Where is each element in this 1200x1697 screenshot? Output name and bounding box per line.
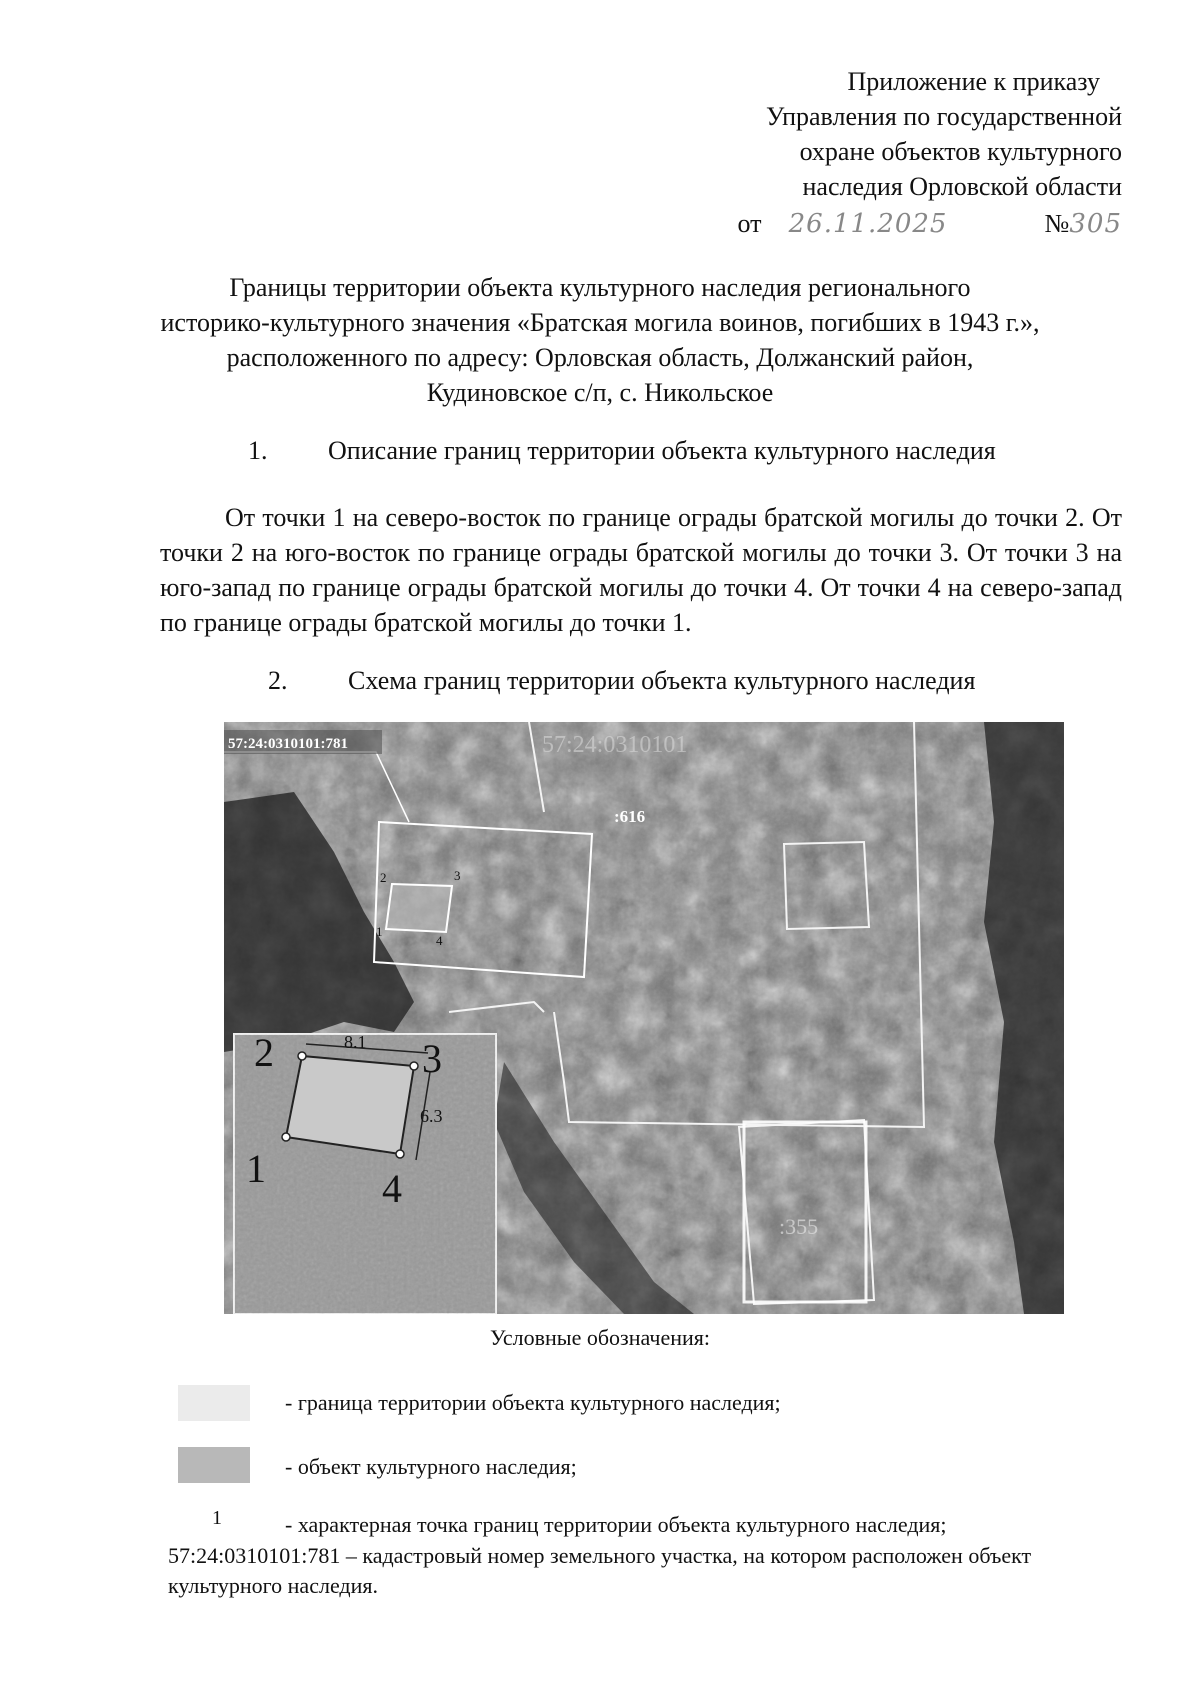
object-boundary-small — [386, 884, 452, 932]
inset-point-3: 3 — [422, 1036, 442, 1081]
parcel-355-label: :355 — [779, 1214, 819, 1239]
object-boundary-enlarged — [286, 1056, 414, 1154]
title-line-4: Кудиновское с/п, с. Никольское — [426, 378, 774, 407]
quarter-number-label: 57:24:0310101 — [542, 732, 688, 758]
legend-object-text: - объект культурного наследия; — [285, 1454, 577, 1479]
parcel-616-label: :616 — [614, 807, 646, 826]
title-line-3: расположенного по адресу: Орловская область, Должанский район, — [226, 343, 974, 372]
inset-point-4: 4 — [382, 1166, 402, 1211]
legend-point-text: - характерная точка границ территории объекта культурного наследия; — [285, 1512, 947, 1537]
small-point-2: 2 — [380, 870, 387, 885]
legend-object-swatch — [178, 1447, 250, 1483]
inset-point-2: 2 — [254, 1030, 274, 1075]
boundary-scheme-map — [224, 722, 1064, 1314]
small-point-3: 3 — [454, 868, 461, 883]
section-1-heading — [248, 433, 996, 468]
header-line-1: Приложение к приказу — [847, 67, 1100, 96]
section-2-title: Схема границ территории объекта культурного наследия — [348, 666, 976, 695]
header-date-line — [738, 206, 1122, 242]
cadastral-number-label: 57:24:0310101:781 — [228, 736, 348, 752]
section-1-number: 1. — [248, 436, 268, 465]
header-line-4: наследия Орловской области — [802, 172, 1122, 201]
section-2-number: 2. — [268, 666, 288, 695]
title-line-1: Границы территории объекта культурного наследия регионального — [229, 273, 971, 302]
inset-dimension-top: 8.1 — [344, 1032, 367, 1052]
boundary-description: От точки 1 на северо-восток по границе ограды братской могилы до точки 2. От точки 2 на юго-восток по границе ограды братской могилы до точки 3. От точки 3 на юго-запад по границе ограды братской могилы до точки 4. От точки 4 на северо-запад по границе ограды братской могилы до точки 1. — [160, 503, 1122, 637]
legend-cadastral-text: 57:24:0310101:781 – кадастровый номер земельного участка, на котором расположен объект культурного наследия. — [168, 1543, 1032, 1598]
legend-caption: Условные обозначения: — [489, 1325, 711, 1350]
legend-boundary-swatch — [178, 1385, 250, 1421]
inset-dimension-right: 6.3 — [420, 1106, 443, 1126]
title-line-2: историко-культурного значения «Братская могила воинов, погибших в 1943 г.», — [160, 308, 1040, 337]
header-line-3: охране объектов культурного — [799, 137, 1122, 166]
legend-point-symbol: 1 — [212, 1507, 222, 1529]
from-label: от — [737, 209, 762, 238]
section-1-title: Описание границ территории объекта культурного наследия — [328, 436, 996, 465]
section-2-heading — [268, 663, 975, 698]
header-line-2: Управления по государственной — [765, 102, 1122, 131]
handwritten-number: 305 — [1069, 209, 1122, 239]
small-point-1: 1 — [376, 924, 383, 939]
small-point-4: 4 — [436, 933, 443, 948]
document-title — [0, 270, 1200, 410]
legend-boundary-text: - граница территории объекта культурного наследия; — [285, 1390, 781, 1415]
approval-header — [738, 64, 1122, 242]
number-label: № — [1044, 209, 1070, 238]
inset-point-1: 1 — [246, 1146, 266, 1191]
handwritten-date: 26.11.2025 — [788, 209, 948, 239]
